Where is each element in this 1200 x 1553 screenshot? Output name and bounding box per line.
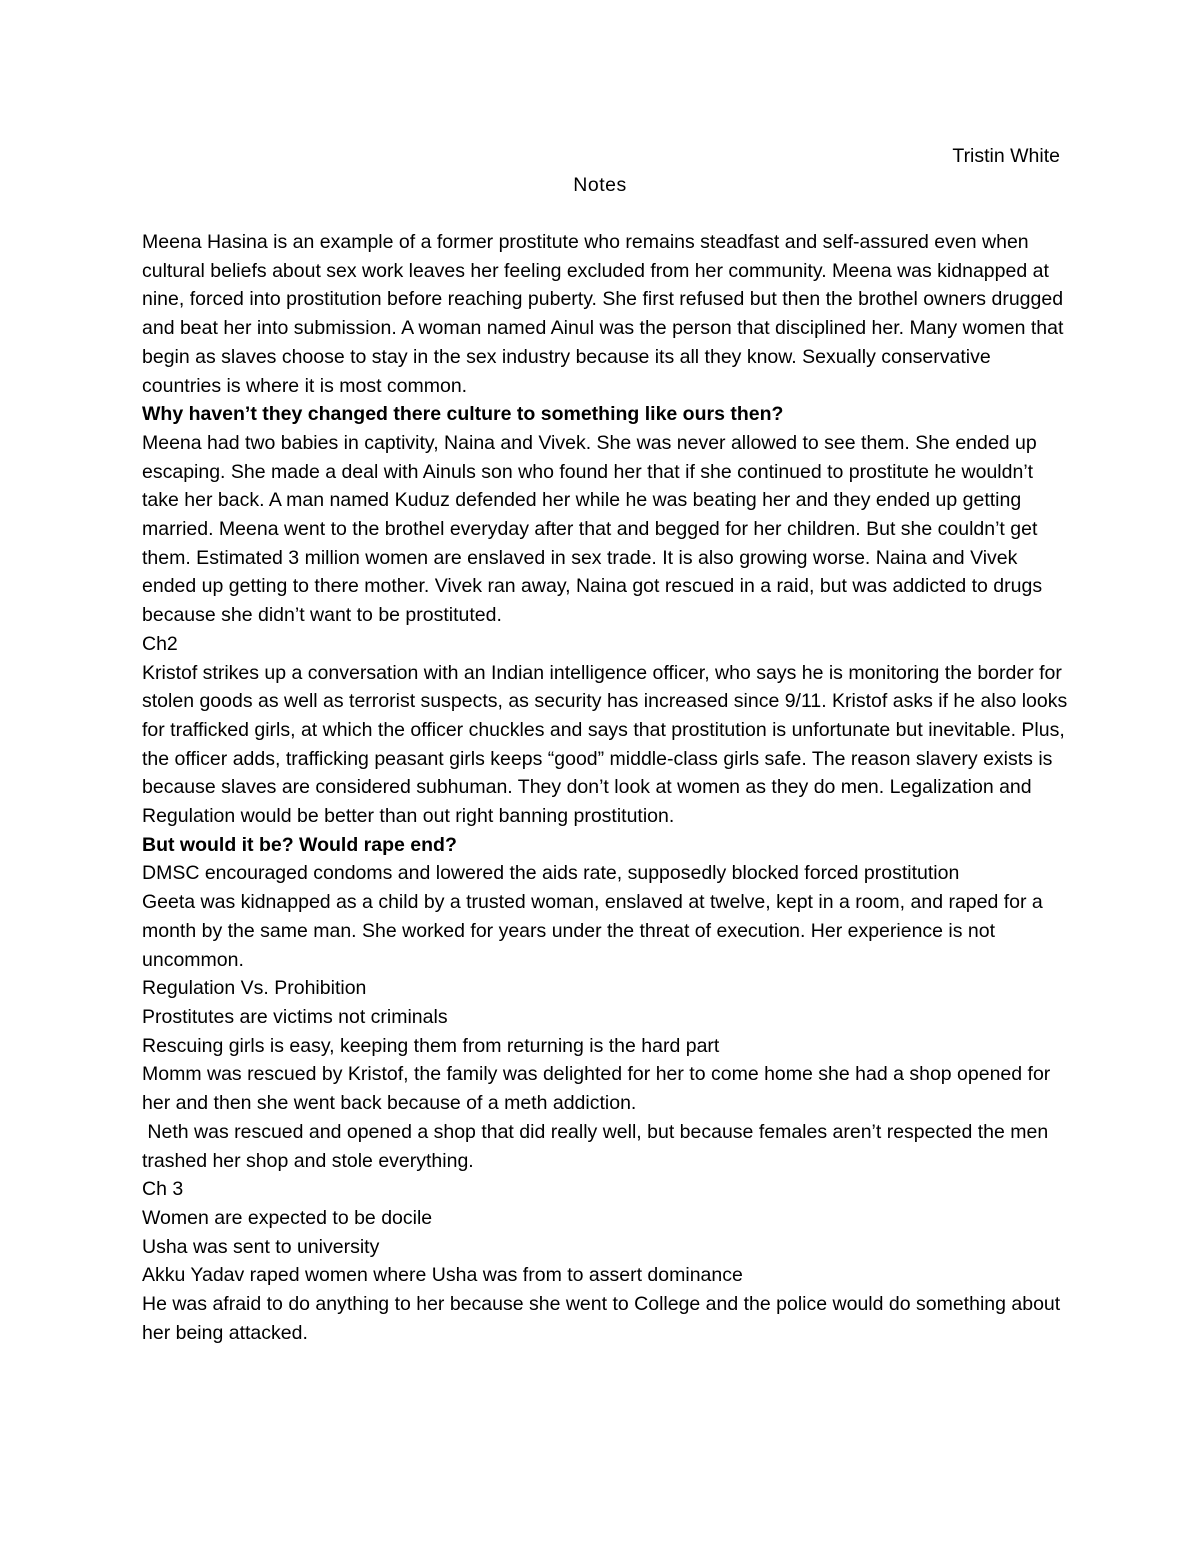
paragraph: Neth was rescued and opened a shop that did really well, but because females aren’t respected the men trashed her shop and stole everything. <box>142 1120 1054 1172</box>
chapter-heading: Ch2 <box>142 632 178 655</box>
paragraph: Rescuing girls is easy, keeping them from returning is the hard part <box>142 1034 720 1057</box>
page-title: Notes <box>573 174 627 196</box>
paragraph: Meena Hasina is an example of a former prostitute who remains steadfast and self-assured even when cultural beliefs about sex work leaves her feeling excluded from her community. Meena was kidnapped at nine, forced into prostitution before reaching puberty. She first refused but then the brothel owners drugged and beat her into submission. A woman named Ainul was the person that disciplined her. Many women that begin as slaves choose to stay in the sex industry because its all they know. Sexually conservative countries is where it is most common. <box>142 231 1064 397</box>
paragraph: Meena had two babies in captivity, Naina and Vivek. She was never allowed to see them. She ended up escaping. She made a deal with Ainuls son who found her that if she continued to prostitute he wouldn’t take her back. A man named Kuduz defended her while he was beating her and they ended up getting married. Meena went to the brothel everyday after that and begged for her children. But she couldn’t get them. Estimated 3 million women are enslaved in sex trade. It is also growing worse. Naina and Vivek ended up getting to there mother. Vivek ran away, Naina got rescued in a raid, but was addicted to drugs because she didn’t want to be prostituted. <box>142 431 1043 627</box>
author-name: Tristin White <box>952 145 1060 167</box>
paragraph: Momm was rescued by Kristof, the family was delighted for her to come home she had a shop opened for her and then she went back because of a meth addiction. <box>142 1063 1051 1115</box>
question-paragraph: But would it be? Would rape end? <box>142 833 457 856</box>
paragraph: He was afraid to do anything to her because she went to College and the police would do something about her being attacked. <box>142 1293 1061 1344</box>
paragraph: Kristof strikes up a conversation with an Indian intelligence officer, who says he is monitoring the border for stolen goods as well as terrorist suspects, as security has increased since 9/11. Kristof asks if he also looks for trafficked girls, at which the officer chuckles and says that prostitution is unfortunate but inevitable. Plus, the officer adds, trafficking peasant girls keeps “good” middle-class girls safe. The reason slavery exists is because slaves are considered subhuman. They don’t look at women as they do men. Legalization and Regulation would be better than out right banning prostitution. <box>142 661 1068 828</box>
paragraph: DMSC encouraged condoms and lowered the aids rate, supposedly blocked forced prostitution <box>142 862 960 885</box>
notes-body <box>142 228 1072 1347</box>
paragraph: Prostitutes are victims not criminals <box>142 1005 448 1028</box>
question-paragraph: Why haven’t they changed there culture to something like ours then? <box>142 403 784 426</box>
paragraph: Akku Yadav raped women where Usha was from to assert dominance <box>142 1264 743 1287</box>
chapter-heading: Ch 3 <box>142 1178 184 1201</box>
paragraph: Usha was sent to university <box>142 1235 380 1258</box>
paragraph: Geeta was kidnapped as a child by a trusted woman, enslaved at twelve, kept in a room, and raped for a month by the same man. She worked for years under the threat of execution. Her experience is not uncommon. <box>142 891 1043 971</box>
paragraph: Regulation Vs. Prohibition <box>142 977 367 1000</box>
paragraph: Women are expected to be docile <box>142 1206 433 1229</box>
